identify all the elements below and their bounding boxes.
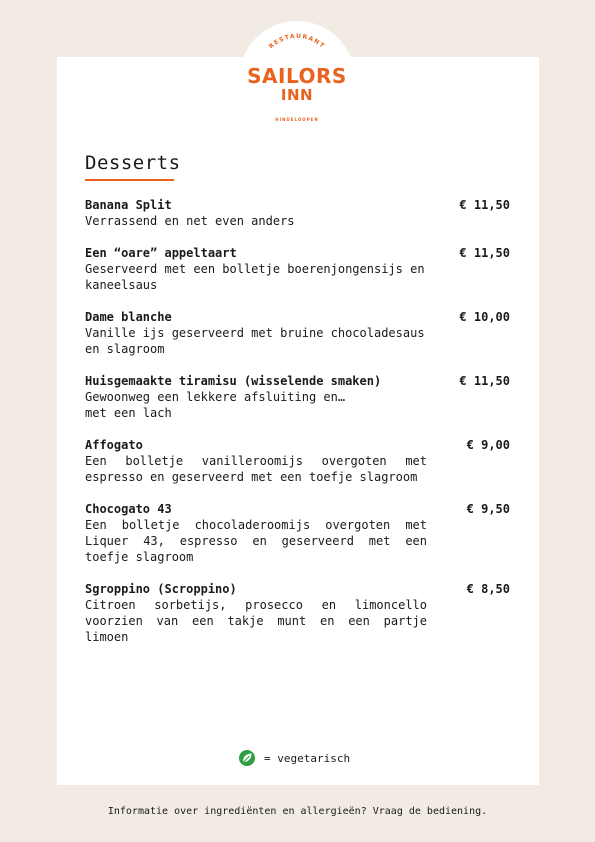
item-description: Citroen sorbetijs, prosecco en limoncello voorzien van een takje munt en een partje limoen <box>85 598 427 644</box>
item-description-line2: met een lach <box>85 406 172 420</box>
item-description: Een bolletje vanilleroomijs overgoten met espresso en geserveerd met een toefje slagroom <box>85 454 427 484</box>
logo-top-text: RESTAURANT <box>267 32 327 51</box>
item-description: Geserveerd met een bolletje boerenjongensijs en kaneelsaus <box>85 262 425 292</box>
leaf-icon <box>239 750 255 766</box>
logo-name-line1: SAILORS <box>247 64 347 88</box>
allergy-footer: Informatie over ingrediënten en allergieën? Vraag de bediening. <box>107 806 488 817</box>
item-description-line1: Gewoonweg een lekkere afsluiting en… <box>85 390 346 404</box>
menu-item-tiramisu <box>85 373 510 421</box>
item-name: Chocogato 43 <box>85 502 172 516</box>
item-name: Een “oare” appeltaart <box>85 246 237 260</box>
item-price: € 9,50 <box>466 502 510 516</box>
item-name: Dame blanche <box>85 310 172 324</box>
item-description: Verrassend en net even anders <box>85 214 295 228</box>
svg-text:RESTAURANT <box>268 33 326 50</box>
item-description: Een bolletje chocoladeroomijs overgoten met Liquer 43, espresso en geserveerd met een toefje slagroom <box>85 518 427 564</box>
item-price: € 8,50 <box>466 582 510 596</box>
item-price: € 11,50 <box>459 246 510 260</box>
item-price: € 11,50 <box>459 374 510 388</box>
logo-location: HINDELOOPEN <box>275 117 319 122</box>
item-name: Huisgemaakte tiramisu (wisselende smaken) <box>85 374 382 388</box>
item-name: Sgroppino (Scroppino) <box>85 582 237 596</box>
vegetarian-legend <box>239 750 350 766</box>
item-price: € 11,50 <box>459 198 510 212</box>
section-title-underline <box>85 179 174 181</box>
menu-item-chocogato <box>85 501 510 565</box>
item-name: Banana Split <box>85 198 172 212</box>
item-name: Affogato <box>85 438 143 452</box>
logo <box>237 24 357 130</box>
item-description: Vanille ijs geserveerd met bruine chocoladesaus en slagroom <box>85 326 425 356</box>
vegetarian-legend-text: = vegetarisch <box>264 751 351 765</box>
section-title: Desserts <box>85 152 181 174</box>
item-price: € 10,00 <box>459 310 510 324</box>
item-price: € 9,00 <box>466 438 510 452</box>
menu-item-sgroppino <box>85 581 510 645</box>
menu-item-affogato <box>85 437 510 485</box>
menu-item-appeltaart <box>85 245 510 293</box>
logo-name-line2: INN <box>280 86 314 104</box>
menu-item-banana-split <box>85 197 510 229</box>
menu-item-dame-blanche <box>85 309 510 357</box>
